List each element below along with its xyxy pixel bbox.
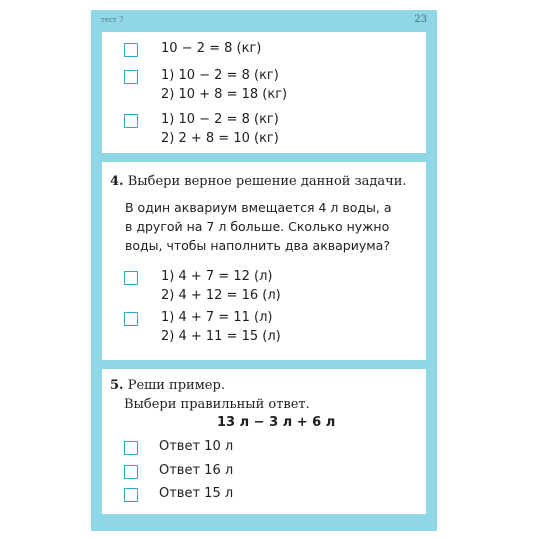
option-1-line-1: 10 − 2 = 8 (кг) xyxy=(161,41,262,56)
question-5-text-line-2: Выбери правильный ответ. xyxy=(124,397,310,412)
answer-2-checkbox[interactable] xyxy=(124,465,138,479)
option-2-line-1: 1) 10 − 2 = 8 (кг) xyxy=(161,68,279,83)
problem-line-2: в другой на 7 л больше. Сколько нужно xyxy=(125,219,390,234)
q4-option-2-line-1: 1) 4 + 7 = 11 (л) xyxy=(161,310,273,325)
question-3-options-panel xyxy=(102,32,426,153)
question-4-text: Выбери верное решение данной задачи. xyxy=(127,174,407,189)
question-5-text-line-1: Реши пример. xyxy=(127,378,225,393)
question-5-heading xyxy=(110,377,225,395)
q4-option-1-checkbox[interactable] xyxy=(124,271,138,285)
answer-1-label: Ответ 10 л xyxy=(159,439,234,454)
q4-option-1-line-2: 2) 4 + 12 = 16 (л) xyxy=(161,288,281,303)
question-5-panel xyxy=(102,369,426,514)
option-2-checkbox[interactable] xyxy=(124,70,138,84)
math-expression: 13 л − 3 л + 6 л xyxy=(217,415,336,430)
option-3-line-2: 2) 2 + 8 = 10 (кг) xyxy=(161,131,279,146)
q4-option-2-checkbox[interactable] xyxy=(124,312,138,326)
q4-option-1-line-1: 1) 4 + 7 = 12 (л) xyxy=(161,269,273,284)
q4-option-2-line-2: 2) 4 + 11 = 15 (л) xyxy=(161,329,281,344)
workbook-page xyxy=(91,10,437,531)
page-number: 23 xyxy=(414,14,427,25)
test-label: тест 7 xyxy=(101,16,124,24)
problem-line-1: В один аквариум вмещается 4 л воды, а xyxy=(125,200,392,215)
answer-2-label: Ответ 16 л xyxy=(159,463,234,478)
option-2-line-2: 2) 10 + 8 = 18 (кг) xyxy=(161,87,288,102)
question-5-number: 5. xyxy=(110,378,124,393)
question-4-panel xyxy=(102,162,426,360)
answer-1-checkbox[interactable] xyxy=(124,441,138,455)
option-1-checkbox[interactable] xyxy=(124,43,138,57)
option-3-line-1: 1) 10 − 2 = 8 (кг) xyxy=(161,112,279,127)
problem-line-3: воды, чтобы наполнить два аквариума? xyxy=(125,238,390,253)
option-3-checkbox[interactable] xyxy=(124,114,138,128)
answer-3-checkbox[interactable] xyxy=(124,488,138,502)
question-4-heading xyxy=(110,173,407,191)
question-4-number: 4. xyxy=(110,174,124,189)
page-header xyxy=(91,10,437,30)
answer-3-label: Ответ 15 л xyxy=(159,486,234,501)
